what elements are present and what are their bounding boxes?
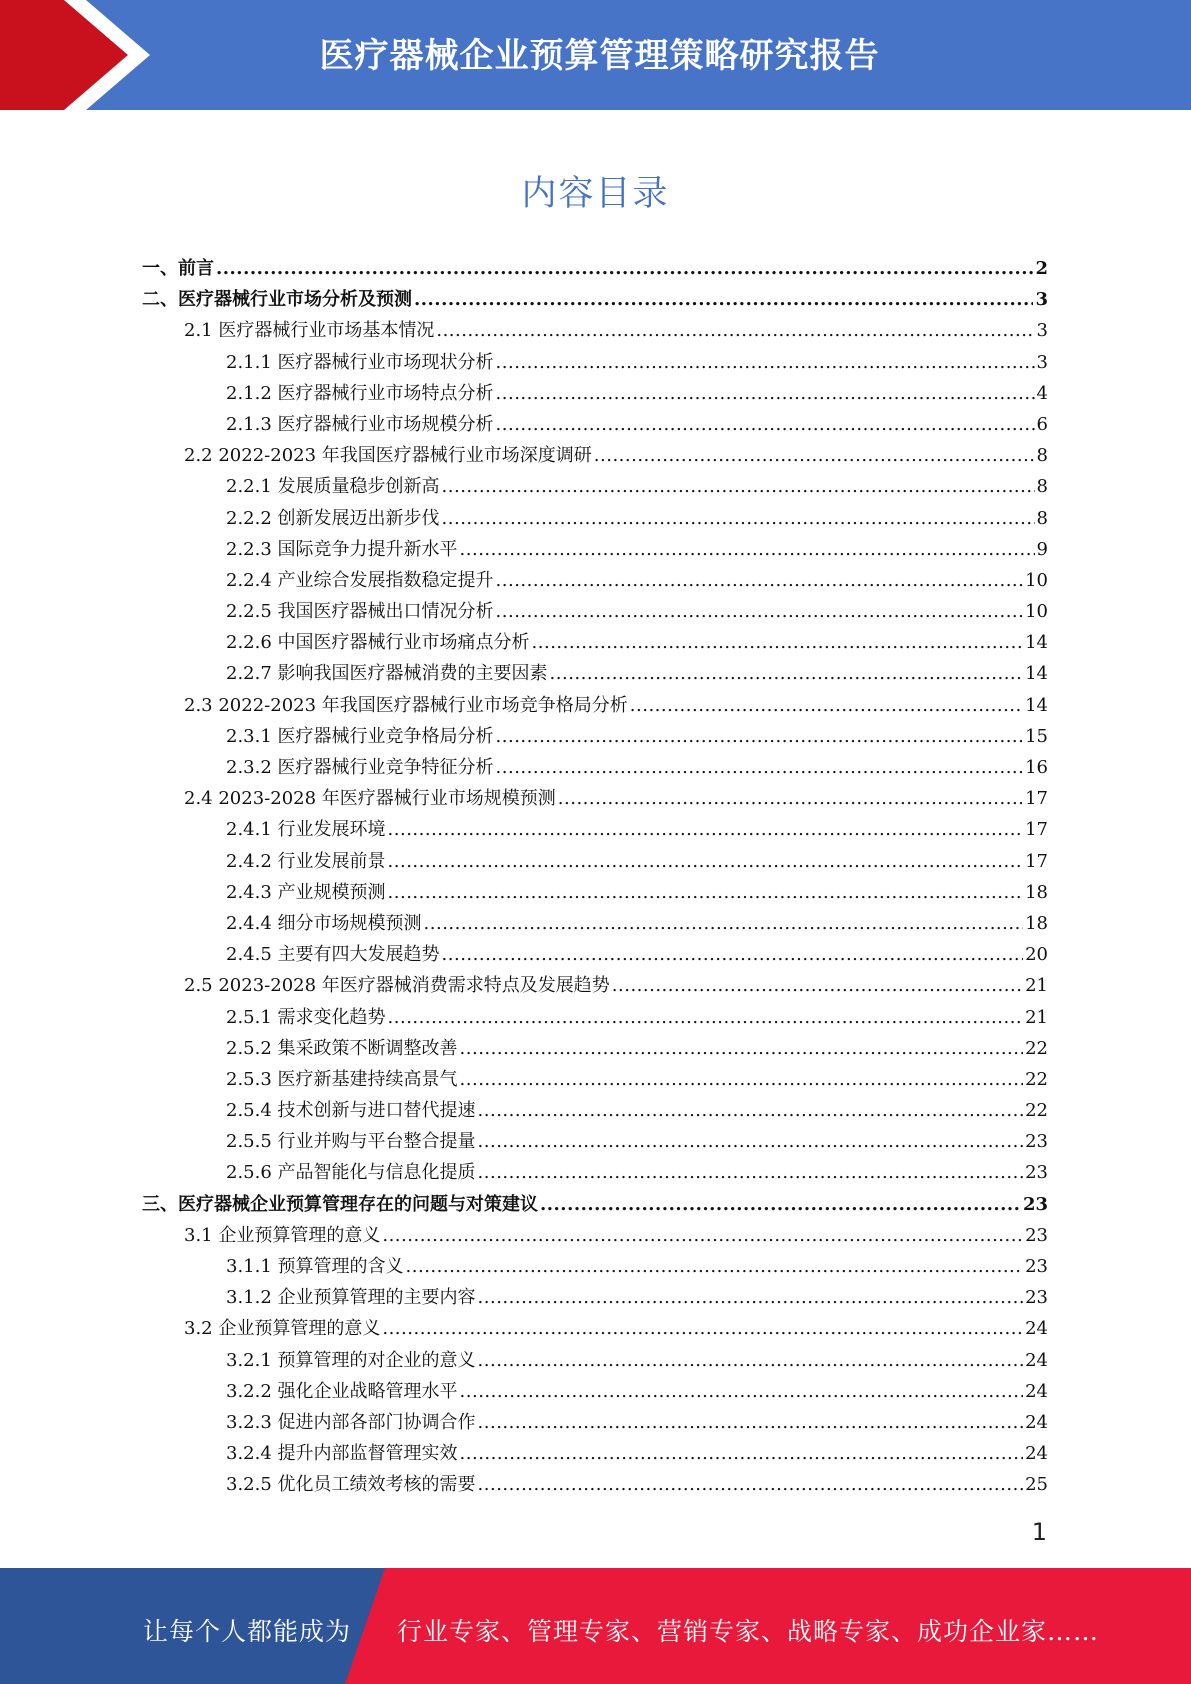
toc-entry-title: 3.1.1 预算管理的含义 — [226, 1256, 404, 1277]
toc-entry-title: 3.2.1 预算管理的对企业的意义 — [226, 1349, 476, 1371]
toc-entry-title: 2.2.2 创新发展迈出新步伐 — [226, 507, 440, 529]
toc-dot-leader — [630, 695, 1023, 716]
page-number: 1 — [1031, 1518, 1047, 1546]
toc-entry-title: 3.1 企业预算管理的意义 — [184, 1224, 381, 1246]
toc-entry-page: 3 — [1036, 351, 1048, 373]
footer-slogan-left: 让每个人都能成为 — [143, 1617, 352, 1646]
table-of-contents — [142, 254, 1048, 1502]
toc-dot-leader — [496, 352, 1035, 373]
toc-entry-title: 3.2 企业预算管理的意义 — [184, 1318, 381, 1340]
toc-entry-page: 14 — [1025, 663, 1048, 685]
toc-entry-title: 3.2.3 促进内部各部门协调合作 — [226, 1411, 476, 1433]
toc-entry-title: 2.4.5 主要有四大发展趋势 — [226, 944, 440, 966]
toc-entry[interactable] — [142, 410, 1048, 441]
toc-dot-leader — [496, 757, 1024, 778]
toc-entry[interactable] — [142, 1439, 1048, 1470]
toc-entry-page: 24 — [1025, 1411, 1048, 1433]
toc-entry-page: 2 — [1035, 258, 1048, 279]
toc-entry-page: 15 — [1025, 725, 1048, 747]
toc-dot-leader — [478, 1412, 1024, 1433]
toc-entry-page: 9 — [1036, 538, 1048, 560]
toc-entry[interactable] — [142, 753, 1048, 784]
report-title: 医疗器械企业预算管理策略研究报告 — [319, 36, 880, 76]
toc-entry-page: 8 — [1036, 445, 1048, 467]
toc-entry-page: 25 — [1025, 1474, 1048, 1496]
toc-entry[interactable] — [142, 1127, 1048, 1158]
toc-entry-page: 22 — [1025, 1037, 1048, 1059]
toc-entry[interactable] — [142, 348, 1048, 379]
toc-entry-title: 3.2.5 优化员工绩效考核的需要 — [226, 1474, 476, 1496]
toc-entry-page: 17 — [1025, 819, 1048, 841]
toc-entry-page: 16 — [1025, 757, 1048, 778]
toc-dot-leader — [532, 632, 1024, 653]
toc-dot-leader — [612, 975, 1023, 996]
toc-dot-leader — [442, 944, 1024, 965]
toc-entry[interactable] — [142, 597, 1048, 628]
toc-entry[interactable] — [142, 254, 1048, 285]
toc-entry-title: 2.1.3 医疗器械行业市场规模分析 — [226, 413, 494, 435]
toc-entry-page: 24 — [1025, 1443, 1048, 1465]
toc-entry-page: 17 — [1025, 788, 1048, 810]
toc-entry[interactable] — [142, 1377, 1048, 1408]
toc-entry-page: 24 — [1025, 1380, 1048, 1402]
toc-entry-title: 2.5 2023-2028 年医疗器械消费需求特点及发展趋势 — [184, 975, 610, 997]
toc-dot-leader — [388, 882, 1024, 903]
toc-entry-page: 18 — [1025, 881, 1048, 903]
toc-dot-leader — [496, 383, 1035, 404]
toc-entry[interactable] — [142, 1158, 1048, 1189]
toc-entry-page: 21 — [1025, 1006, 1048, 1028]
report-footer — [0, 1568, 1191, 1684]
toc-dot-leader — [550, 663, 1024, 684]
toc-entry-page: 23 — [1022, 1193, 1048, 1215]
toc-entry[interactable] — [142, 1034, 1048, 1065]
toc-dot-leader — [382, 1225, 1023, 1246]
toc-entry-page: 22 — [1025, 1100, 1048, 1122]
toc-entry-page: 23 — [1025, 1287, 1048, 1309]
toc-entry-title: 2.2.7 影响我国医疗器械消费的主要因素 — [226, 663, 548, 685]
toc-dot-leader — [388, 819, 1024, 840]
toc-entry-title: 2.2.1 发展质量稳步创新高 — [226, 476, 440, 498]
toc-entry[interactable] — [142, 909, 1048, 940]
toc-entry-title: 2.2.4 产业综合发展指数稳定提升 — [226, 569, 494, 591]
toc-entry-page: 21 — [1025, 975, 1048, 997]
toc-entry[interactable] — [142, 1314, 1048, 1345]
toc-entry-page: 24 — [1025, 1349, 1048, 1371]
toc-dot-leader — [460, 539, 1035, 560]
toc-entry-title: 2.1 医疗器械行业市场基本情况 — [184, 320, 435, 342]
toc-entry-page: 8 — [1036, 507, 1048, 529]
toc-entry-title: 3.2.2 强化企业战略管理水平 — [226, 1380, 458, 1402]
toc-entry[interactable] — [142, 1003, 1048, 1034]
toc-entry-title: 2.2.6 中国医疗器械行业市场痛点分析 — [226, 632, 530, 654]
toc-entry[interactable] — [142, 1346, 1048, 1377]
toc-entry[interactable] — [142, 691, 1048, 722]
toc-entry-title: 2.2.3 国际竞争力提升新水平 — [226, 538, 458, 560]
toc-dot-leader — [388, 1007, 1024, 1028]
toc-entry[interactable] — [142, 285, 1048, 316]
toc-dot-leader — [496, 726, 1024, 747]
toc-entry-title: 2.3.1 医疗器械行业竞争格局分析 — [226, 725, 494, 747]
toc-dot-leader — [478, 1350, 1024, 1371]
toc-entry-title: 2.5.6 产品智能化与信息化提质 — [226, 1162, 476, 1184]
toc-entry[interactable] — [142, 659, 1048, 690]
toc-dot-leader — [496, 414, 1035, 435]
toc-entry-page: 22 — [1025, 1068, 1048, 1090]
toc-entry-page: 10 — [1025, 601, 1048, 623]
toc-entry[interactable] — [142, 1470, 1048, 1501]
toc-entry-page: 3 — [1036, 320, 1048, 342]
toc-entry-title: 2.5.4 技术创新与进口替代提速 — [226, 1100, 476, 1122]
toc-dot-leader — [460, 1381, 1024, 1402]
toc-entry[interactable] — [142, 1065, 1048, 1096]
toc-entry-title: 2.1.1 医疗器械行业市场现状分析 — [226, 351, 494, 373]
toc-entry[interactable] — [142, 472, 1048, 503]
toc-entry[interactable] — [142, 1283, 1048, 1314]
toc-entry[interactable] — [142, 1408, 1048, 1439]
toc-entry-page: 8 — [1036, 476, 1048, 498]
toc-entry[interactable] — [142, 628, 1048, 659]
toc-entry-page: 3 — [1035, 289, 1048, 311]
toc-entry[interactable] — [142, 1221, 1048, 1252]
toc-entry[interactable] — [142, 878, 1048, 909]
toc-entry-page: 23 — [1025, 1224, 1048, 1246]
toc-dot-leader — [414, 289, 1033, 310]
toc-dot-leader — [478, 1162, 1024, 1183]
toc-entry-page: 6 — [1036, 413, 1048, 435]
toc-entry[interactable] — [142, 784, 1048, 815]
toc-entry[interactable] — [142, 379, 1048, 410]
footer-slogan-right: 行业专家、管理专家、营销专家、战略专家、成功企业家…… — [397, 1617, 1100, 1646]
toc-entry-title: 2.5.1 需求变化趋势 — [226, 1006, 386, 1028]
toc-entry-page: 10 — [1025, 569, 1048, 591]
toc-entry-page: 24 — [1025, 1318, 1048, 1340]
toc-entry-title: 2.2 2022-2023 年我国医疗器械行业市场深度调研 — [184, 445, 592, 467]
toc-entry[interactable] — [142, 535, 1048, 566]
report-header — [0, 0, 1191, 110]
toc-dot-leader — [540, 1194, 1021, 1215]
toc-dot-leader — [424, 913, 1024, 934]
toc-entry-title: 2.4.2 行业发展前景 — [226, 850, 386, 872]
toc-entry-title: 2.4 2023-2028 年医疗器械行业市场规模预测 — [184, 788, 556, 810]
toc-dot-leader — [442, 476, 1035, 497]
toc-dot-leader — [216, 258, 1033, 279]
toc-dot-leader — [442, 508, 1035, 529]
toc-dot-leader — [460, 1069, 1024, 1090]
toc-entry[interactable] — [142, 1190, 1048, 1221]
toc-entry[interactable] — [142, 316, 1048, 347]
toc-entry-page: 14 — [1025, 694, 1048, 716]
toc-entry-title: 2.5.2 集采政策不断调整改善 — [226, 1037, 458, 1059]
toc-entry-page: 23 — [1025, 1162, 1048, 1184]
toc-dot-leader — [382, 1318, 1023, 1339]
toc-dot-leader — [388, 851, 1024, 872]
toc-dot-leader — [594, 445, 1035, 466]
toc-entry-title: 一、前言 — [142, 258, 214, 279]
toc-entry-page: 14 — [1025, 632, 1048, 654]
toc-entry[interactable] — [142, 971, 1048, 1002]
toc-entry-page: 17 — [1025, 850, 1048, 872]
toc-entry-title: 二、医疗器械行业市场分析及预测 — [142, 289, 412, 311]
toc-dot-leader — [478, 1474, 1024, 1495]
toc-entry-title: 2.5.5 行业并购与平台整合提量 — [226, 1131, 476, 1153]
toc-entry[interactable] — [142, 847, 1048, 878]
toc-entry-page: 4 — [1036, 382, 1048, 404]
toc-dot-leader — [460, 1038, 1024, 1059]
toc-entry-title: 2.4.4 细分市场规模预测 — [226, 912, 422, 934]
toc-dot-leader — [496, 570, 1024, 591]
toc-entry[interactable] — [142, 566, 1048, 597]
toc-entry[interactable] — [142, 504, 1048, 535]
toc-dot-leader — [478, 1100, 1024, 1121]
toc-dot-leader — [460, 1443, 1024, 1464]
toc-entry-title: 2.1.2 医疗器械行业市场特点分析 — [226, 382, 494, 404]
toc-entry[interactable] — [142, 1252, 1048, 1283]
toc-entry[interactable] — [142, 441, 1048, 472]
toc-entry-page: 18 — [1025, 912, 1048, 934]
toc-entry-page: 23 — [1025, 1256, 1048, 1277]
toc-entry-title: 3.1.2 企业预算管理的主要内容 — [226, 1287, 476, 1309]
toc-entry-title: 三、医疗器械企业预算管理存在的问题与对策建议 — [142, 1193, 538, 1215]
toc-dot-leader — [558, 788, 1023, 809]
toc-entry-title: 2.2.5 我国医疗器械出口情况分析 — [226, 601, 494, 623]
toc-dot-leader — [478, 1287, 1024, 1308]
toc-dot-leader — [478, 1131, 1024, 1152]
toc-dot-leader — [406, 1256, 1024, 1277]
toc-dot-leader — [436, 320, 1034, 341]
toc-entry-title: 2.4.3 产业规模预测 — [226, 881, 386, 903]
toc-entry-title: 2.3 2022-2023 年我国医疗器械行业市场竞争格局分析 — [184, 694, 628, 716]
toc-dot-leader — [496, 601, 1024, 622]
toc-entry[interactable] — [142, 1096, 1048, 1127]
toc-entry[interactable] — [142, 815, 1048, 846]
toc-entry-title: 2.4.1 行业发展环境 — [226, 819, 386, 841]
toc-entry[interactable] — [142, 940, 1048, 971]
toc-entry-title: 2.3.2 医疗器械行业竞争特征分析 — [226, 757, 494, 778]
toc-entry-title: 3.2.4 提升内部监督管理实效 — [226, 1443, 458, 1465]
toc-heading: 内容目录 — [521, 174, 670, 214]
toc-entry-title: 2.5.3 医疗新基建持续高景气 — [226, 1068, 458, 1090]
toc-entry[interactable] — [142, 722, 1048, 753]
toc-entry-page: 23 — [1025, 1131, 1048, 1153]
toc-entry-page: 20 — [1025, 944, 1048, 966]
